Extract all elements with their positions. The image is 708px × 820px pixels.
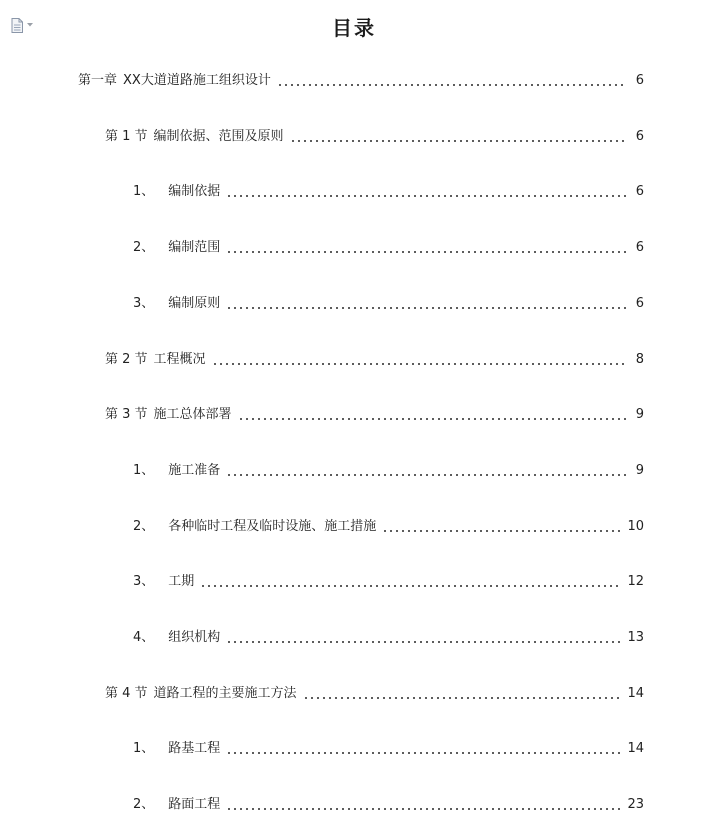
toc-entry[interactable] [133,628,644,648]
toc-entry-number: 1、 [133,741,155,757]
toc-entry-label: 工程概况 [153,351,206,367]
toc-entry-label: 编制原则 [168,295,221,311]
toc-dot-leader [226,808,621,810]
toc-entry-page-number: 9 [635,407,644,423]
toc-entry[interactable] [133,461,644,481]
toc-dot-leader [382,530,621,532]
toc-entry-page-number: 6 [635,128,644,144]
toc-entry-label: 路基工程 [168,741,221,757]
toc-dot-leader [226,641,621,643]
toc-title: 目录 [332,16,376,40]
toc-entry-page-number: 12 [627,574,644,590]
toc-entry-number: 第一章 [78,73,118,88]
toc-entry-number: 4、 [133,630,155,645]
toc-entry[interactable] [78,71,644,91]
toc-dot-leader [212,363,626,365]
toc-entry-number: 第 4 节 [105,685,148,701]
toc-entry-number: 2、 [133,518,155,534]
toc-dot-leader [226,195,626,197]
toc-entry-page-number: 6 [635,295,644,311]
toc-entry-number: 2、 [133,797,155,813]
toc-entry[interactable] [133,238,644,258]
toc-entry-label: 道路工程的主要施工方法 [153,685,297,701]
toc-entry-label: 施工准备 [168,462,221,478]
toc-entry-page-number: 23 [627,797,644,813]
toc-entry-label: 路面工程 [168,797,221,813]
toc-entry-page-number: 13 [627,630,644,645]
toc-entry-number: 3、 [133,295,155,311]
toc-entry-page-number: 8 [635,351,644,367]
toc-entry-label: 编制依据、范围及原则 [153,128,284,144]
toc-dot-leader [226,307,626,309]
toc-entry-page-number: 9 [635,462,644,478]
toc-entry-number: 第 1 节 [105,128,148,144]
toc-entry-number: 3、 [133,574,155,590]
toc-entry-number: 第 2 节 [105,351,148,367]
toc-entry[interactable] [133,182,644,202]
toc-dot-leader [226,752,621,754]
toc-entry-page-number: 14 [627,741,644,757]
toc-entry[interactable] [133,739,644,759]
toc-entry-number: 第 3 节 [105,407,148,423]
toc-dot-leader [226,474,626,476]
toc-entry-page-number: 14 [627,685,644,701]
toc-entry-page-number: 6 [635,240,644,256]
toc-entry-label: 编制依据 [168,184,221,200]
toc-entry-label: 工期 [168,574,195,590]
toc-entry[interactable] [133,294,644,314]
toc-entry[interactable] [105,350,644,370]
toc-entry[interactable] [105,405,644,425]
toc-entry[interactable] [133,517,644,537]
toc-entry-page-number: 6 [635,184,644,200]
toc-dot-leader [290,140,626,142]
toc-entry-number: 2、 [133,240,155,256]
toc-entry-label: 各种临时工程及临时设施、施工措施 [168,518,377,534]
toc-entry-label: 编制范围 [168,240,221,256]
toc-dot-leader [226,251,626,253]
toc-entry-label: 施工总体部署 [153,407,232,423]
toc-entry-number: 1、 [133,184,155,200]
toc-dot-leader [277,84,626,86]
toc-entry-page-number: 6 [635,73,644,88]
toc-entry-number: 1、 [133,462,155,478]
toc-dot-leader [200,585,621,587]
toc-entry[interactable] [133,572,644,592]
toc-entry-label: 组织机构 [168,630,221,645]
toc-entry[interactable] [105,684,644,704]
toc-entry[interactable] [133,795,644,815]
toc-dot-leader [238,418,626,420]
toc-entry[interactable] [105,127,644,147]
toc-entry-label: XX大道道路施工组织设计 [123,73,271,88]
toc-dot-leader [303,697,622,699]
toc-entry-page-number: 10 [627,518,644,534]
